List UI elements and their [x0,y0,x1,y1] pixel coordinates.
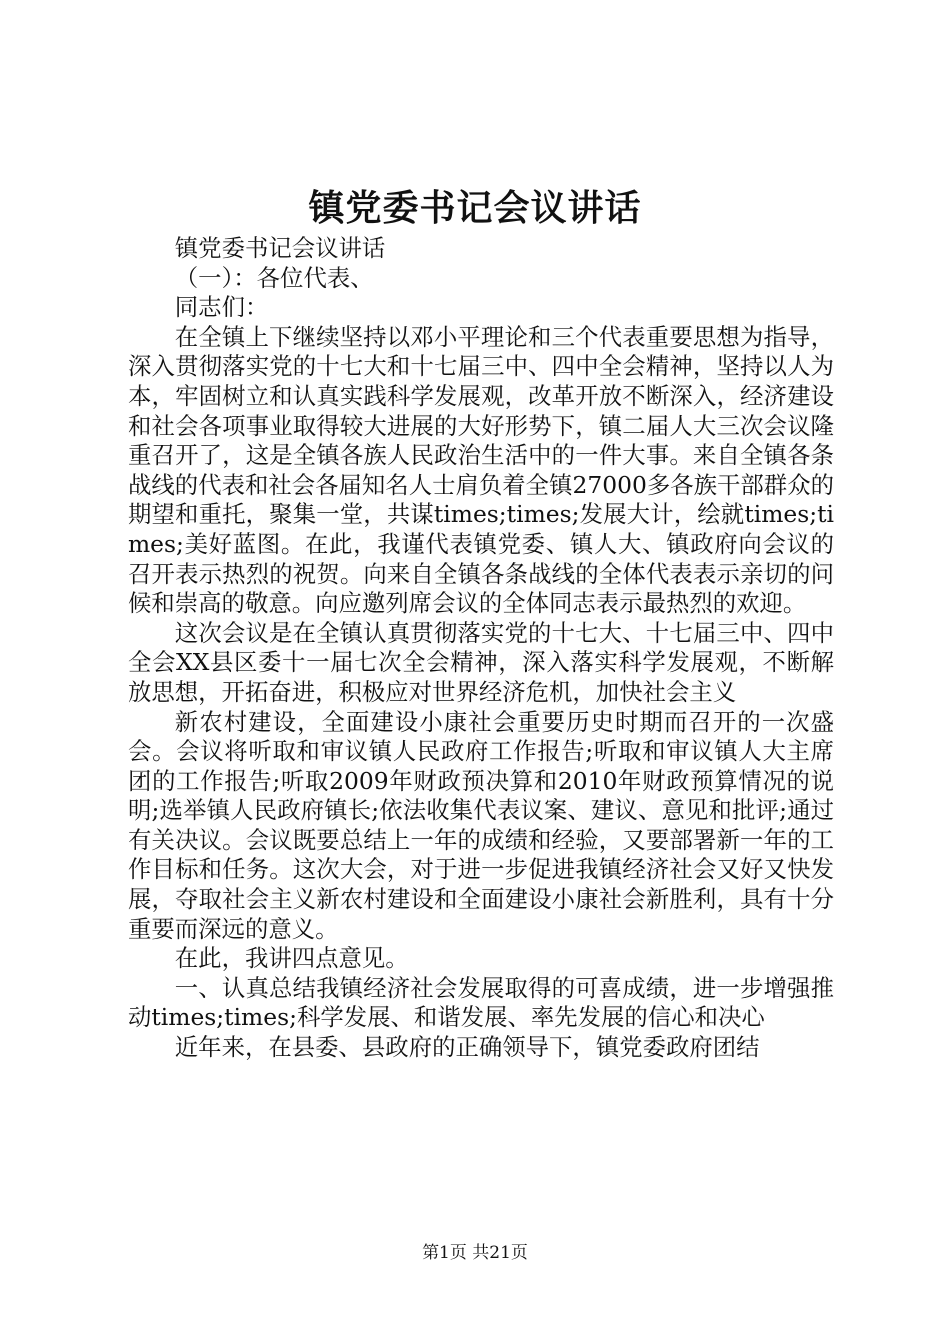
paragraph-salutation: 同志们： [174,293,269,322]
document-title: 镇党委书记会议讲话 [308,187,642,229]
paragraph-heading-repeat: 镇党委书记会议讲话 [174,234,386,262]
page-footer: 第1页 共21页 [422,1243,528,1263]
paragraph-four-points: 在此，我讲四点意见。 [174,944,409,973]
paragraph-point-one-heading: 一、认真总结我镇经济社会发展取得的可喜成绩，进一步增强推动times;times;科学发展、和谐发展、率先发展的信心和决心 [128,973,834,1032]
paragraph-meeting-agenda: 新农村建设，全面建设小康社会重要历史时期而召开的一次盛会。会议将听取和审议镇人民政府工作报告;听取和审议镇人大主席团的工作报告;听取2009年财政预决算和2010年财政预算情况的说明;选举镇人民政府镇长;依法收集代表议案、建议、意见和批评;通过有关决议。会议既要总结上一年的成绩和经验，又要部署新一年的工作目标和任务。这次大会，对于进一步促进我镇经济社会又好又快发展，夺取社会主义新农村建设和全面建设小康社会新胜利，具有十分重要而深远的意义。 [128,707,834,943]
paragraph-meeting-context: 这次会议是在全镇认真贯彻落实党的十七大、十七届三中、四中全会XX县区委十一届七次全会精神，深入落实科学发展观，不断解放思想，开拓奋进，积极应对世界经济危机，加快社会主义 [128,618,834,706]
paragraph-recent-years: 近年来，在县委、县政府的正确领导下，镇党委政府团结 [174,1033,760,1062]
document-body [128,234,834,1063]
paragraph-opening: 在全镇上下继续坚持以邓小平理论和三个代表重要思想为指导，深入贯彻落实党的十七大和十七届三中、四中全会精神，坚持以人为本，牢固树立和认真实践科学发展观，改革开放不断深入，经济建设和社会各项事业取得较大进展的大好形势下，镇二届人大三次会议隆重召开了，这是全镇各族人民政治生活中的一件大事。来自全镇各条战线的代表和社会各届知名人士肩负着全镇27000多各族干部群众的期望和重托，聚集一堂，共谋times;times;发展大计，绘就times;times;美好蓝图。在此，我谨代表镇党委、镇人大、镇政府向会议的召开表示热烈的祝贺。向来自全镇各条战线的全体代表表示亲切的问候和崇高的敬意。向应邀列席会议的全体同志表示最热烈的欢迎。 [128,322,834,618]
paragraph-section-label: （一）：各位代表、 [174,263,374,292]
